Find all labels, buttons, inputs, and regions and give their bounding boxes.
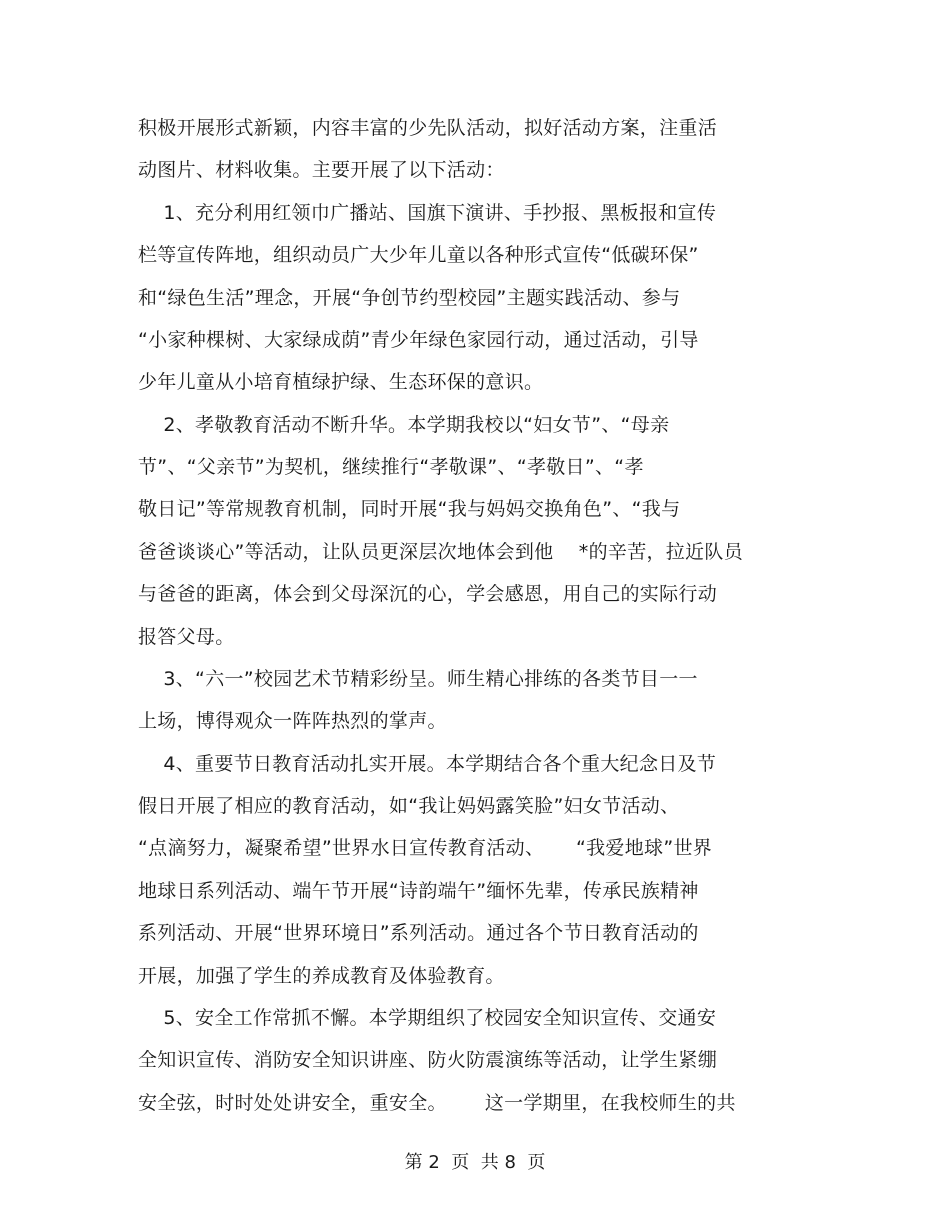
text-line: 动图片、材料收集。主要开展了以下活动： — [138, 159, 505, 181]
text-line: 栏等宣传阵地，组织动员广大少年儿童以各种形式宣传“低碳环保” — [138, 244, 699, 266]
text-line: 4、重要节日教育活动扎实开展。本学期结合各个重大纪念日及节 — [138, 753, 717, 775]
text-line: 报答父母。 — [138, 626, 235, 648]
text-line: 系列活动、开展“世界环境日”系列活动。通过各个节日教育活动的 — [138, 922, 699, 944]
text-line: 5、安全工作常抓不懈。本学期组织了校园安全知识宣传、交通安 — [138, 1007, 717, 1029]
text-line: 假日开展了相应的教育活动，如“我让妈妈露笑脸”妇女节活动、 — [138, 795, 680, 817]
text-line: 2、孝敬教育活动不断升华。本学期我校以“妇女节”、“母亲 — [138, 414, 670, 436]
text-line: 爸爸谈谈心”等活动，让队员更深层次地体会到他 *的辛苦，拉近队员 — [138, 541, 744, 563]
text-line: 全知识宣传、消防安全知识讲座、防火防震演练等活动，让学生紧绷 — [138, 1049, 718, 1071]
text-line: 节”、“父亲节”为契机，继续推行“孝敬课”、“孝敬日”、“孝 — [138, 456, 644, 478]
text-line: 少年儿童从小培育植绿护绿、生态环保的意识。 — [138, 371, 544, 393]
text-line: 积极开展形式新颖，内容丰富的少先队活动，拟好活动方案，注重活 — [138, 117, 718, 139]
text-line: 与爸爸的距离，体会到父母深沉的心，学会感恩，用自己的实际行动 — [138, 583, 718, 605]
text-line: 地球日系列活动、端午节开展“诗韵端午”缅怀先辈，传承民族精神 — [138, 880, 699, 902]
text-line: “小家种棵树、大家绿成荫”青少年绿色家园行动，通过活动，引导 — [138, 329, 699, 351]
text-line: “点滴努力，凝聚希望”世界水日宣传教育活动、 “我爱地球”世界 — [138, 837, 713, 859]
text-line: 1、充分利用红领巾广播站、国旗下演讲、手抄报、黑板报和宣传 — [138, 202, 717, 224]
text-line: 和“绿色生活”理念，开展“争创节约型校园”主题实践活动、参与 — [138, 287, 681, 309]
page-number-footer: 第 2 页 共 8 页 — [404, 1152, 546, 1173]
text-line: 上场，博得观众一阵阵热烈的掌声。 — [138, 710, 447, 732]
text-line: 开展，加强了学生的养成教育及体验教育。 — [138, 965, 505, 987]
text-line: 敬日记”等常规教育机制，同时开展“我与妈妈交换角色”、“我与 — [138, 498, 681, 520]
text-line: 安全弦，时时处处讲安全，重安全。 这一学期里，在我校师生的共 — [138, 1092, 736, 1114]
text-line: 3、“六一”校园艺术节精彩纷呈。师生精心排练的各类节目一一 — [138, 668, 698, 690]
